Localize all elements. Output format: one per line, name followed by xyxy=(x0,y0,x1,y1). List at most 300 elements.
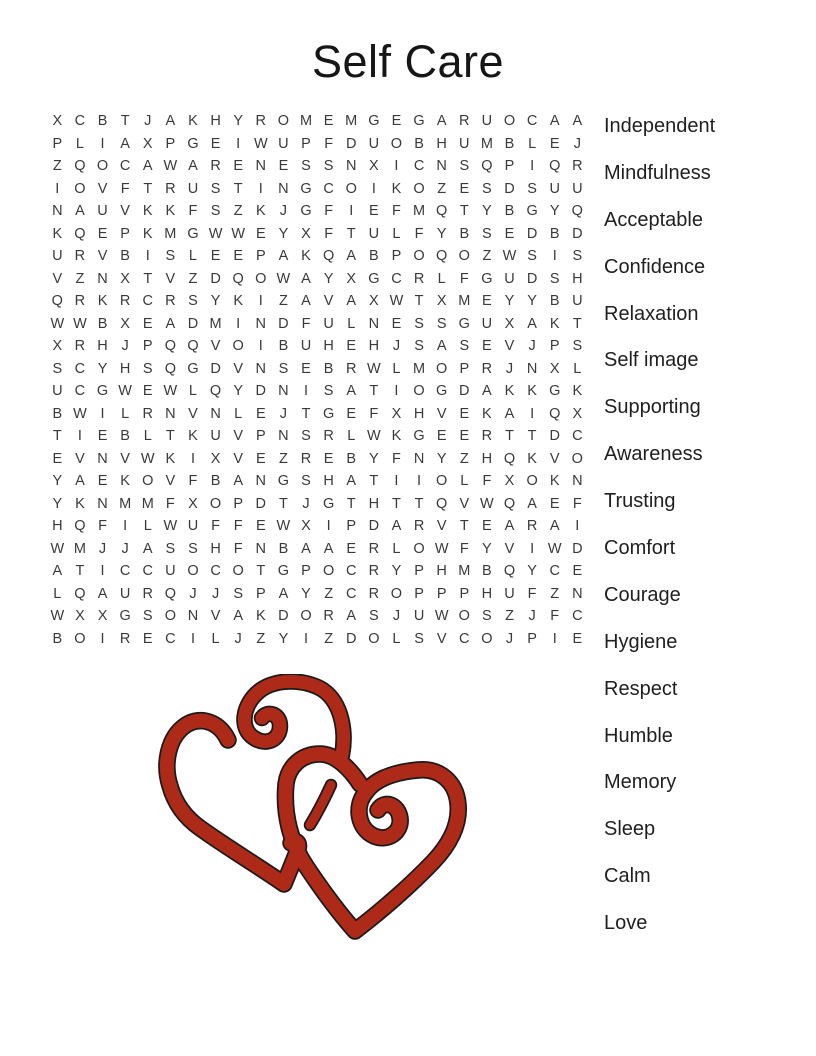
grid-letter: L xyxy=(392,540,401,557)
grid-letter: W xyxy=(163,383,178,399)
grid-letter: K xyxy=(549,315,560,332)
grid-letter: C xyxy=(549,563,560,579)
grid-letter: T xyxy=(459,518,469,534)
grid-row xyxy=(46,290,589,313)
grid-letter: W xyxy=(547,540,562,557)
grid-letter: Y xyxy=(527,563,537,579)
grid-letter: F xyxy=(459,270,469,287)
grid-letter: D xyxy=(187,315,199,332)
grid-letter: I xyxy=(123,518,128,534)
grid-letter: I xyxy=(552,248,557,264)
grid-letter: B xyxy=(504,203,515,219)
grid-letter: T xyxy=(369,383,379,399)
grid-letter: W xyxy=(434,608,449,624)
grid-letter: Q xyxy=(436,248,448,264)
word-list-item: Hygiene xyxy=(604,630,678,653)
grid-letter: P xyxy=(346,518,357,534)
grid-letter: A xyxy=(142,540,153,557)
grid-letter: H xyxy=(323,473,334,489)
grid-letter: V xyxy=(436,405,447,422)
grid-letter: S xyxy=(459,158,470,174)
grid-letter: A xyxy=(346,608,357,624)
grid-letter: B xyxy=(120,248,130,264)
grid-letter: N xyxy=(255,158,267,174)
grid-letter: P xyxy=(233,495,244,512)
grid-letter: J xyxy=(279,405,288,422)
grid-row xyxy=(46,583,589,606)
grid-letter: M xyxy=(73,540,86,557)
grid-letter: Q xyxy=(51,293,63,309)
grid-letter: E xyxy=(323,113,334,129)
grid-letter: S xyxy=(436,315,447,332)
grid-letter: I xyxy=(417,473,422,489)
grid-letter: P xyxy=(436,585,447,602)
grid-letter: Y xyxy=(482,203,492,219)
grid-letter: A xyxy=(142,158,153,174)
grid-letter: M xyxy=(119,495,132,512)
grid-letter: P xyxy=(52,135,63,152)
grid-row xyxy=(46,493,589,516)
grid-letter: S xyxy=(142,360,153,377)
grid-letter: D xyxy=(368,518,380,534)
grid-letter: G xyxy=(277,563,290,579)
grid-letter: O xyxy=(232,563,244,579)
grid-letter: Q xyxy=(571,203,583,219)
grid-letter: X xyxy=(301,225,311,242)
grid-letter: N xyxy=(278,428,289,444)
grid-letter: O xyxy=(277,113,290,129)
grid-letter: A xyxy=(52,563,63,579)
grid-letter: H xyxy=(119,360,131,377)
grid-letter: W xyxy=(366,360,381,377)
grid-letter: N xyxy=(97,450,108,467)
grid-letter: E xyxy=(572,563,583,579)
grid-letter: S xyxy=(301,428,311,444)
grid-letter: J xyxy=(121,338,129,354)
grid-letter: R xyxy=(74,338,86,354)
word-list-item: Calm xyxy=(604,865,651,888)
grid-letter: A xyxy=(527,315,537,332)
grid-letter: O xyxy=(436,360,448,377)
grid-row xyxy=(46,110,589,133)
grid-letter: J xyxy=(573,135,581,152)
grid-letter: R xyxy=(74,293,86,309)
grid-letter: L xyxy=(211,630,220,647)
grid-letter: P xyxy=(255,248,266,264)
grid-letter: U xyxy=(368,225,380,242)
grid-letter: G xyxy=(526,203,538,219)
grid-letter: I xyxy=(371,180,376,197)
grid-letter: E xyxy=(233,158,244,174)
grid-letter: Z xyxy=(505,608,514,624)
grid-letter: J xyxy=(392,338,401,354)
grid-letter: F xyxy=(392,450,401,467)
grid-letter: V xyxy=(233,450,244,467)
grid-letter: E xyxy=(255,225,266,242)
puzzle-title: Self Care xyxy=(311,36,505,87)
grid-letter: U xyxy=(278,135,289,152)
grid-letter: M xyxy=(413,203,426,219)
grid-letter: X xyxy=(301,518,311,534)
word-list-item: Relaxation xyxy=(604,302,699,325)
grid-letter: T xyxy=(301,405,311,422)
grid-letter: E xyxy=(391,315,402,332)
grid-letter: U xyxy=(413,608,425,624)
grid-letter: N xyxy=(255,473,267,489)
grid-letter: R xyxy=(142,585,153,602)
grid-letter: X xyxy=(120,270,130,287)
grid-letter: O xyxy=(526,473,538,489)
grid-letter: A xyxy=(549,518,560,534)
grid-letter: A xyxy=(527,495,537,512)
word-list-item: Comfort xyxy=(604,536,676,559)
grid-letter: O xyxy=(232,338,244,354)
grid-letter: T xyxy=(346,495,356,512)
grid-letter: E xyxy=(233,248,244,264)
grid-letter: F xyxy=(369,405,379,422)
grid-letter: L xyxy=(392,630,401,647)
grid-letter: Q xyxy=(74,585,86,602)
grid-letter: X xyxy=(391,405,402,422)
grid-letter: X xyxy=(97,608,108,624)
grid-letter: Q xyxy=(209,383,222,399)
grid-letter: D xyxy=(278,608,289,624)
grid-letter: W xyxy=(276,518,291,534)
grid-letter: J xyxy=(302,495,310,512)
grid-letter: Y xyxy=(369,450,379,467)
grid-letter: B xyxy=(278,338,289,354)
grid-letter: A xyxy=(549,113,560,129)
grid-letter: E xyxy=(210,135,221,152)
grid-letter: H xyxy=(210,540,221,557)
grid-letter: V xyxy=(210,338,221,354)
grid-letter: T xyxy=(346,225,356,242)
grid-letter: G xyxy=(277,473,290,489)
grid-letter: W xyxy=(502,248,517,264)
grid-letter: T xyxy=(369,473,379,489)
grid-letter: D xyxy=(572,540,583,557)
grid-letter: B xyxy=(120,428,130,444)
grid-letter: C xyxy=(345,563,357,579)
grid-letter: X xyxy=(52,113,63,129)
word-list xyxy=(604,103,715,947)
grid-row xyxy=(46,605,589,628)
grid-letter: P xyxy=(391,248,402,264)
grid-letter: U xyxy=(504,270,515,287)
grid-letter: C xyxy=(572,428,583,444)
grid-letter: R xyxy=(413,518,425,534)
grid-letter: G xyxy=(322,495,335,512)
grid-letter: L xyxy=(392,225,401,242)
grid-letter: F xyxy=(188,473,198,489)
grid-letter: K xyxy=(527,383,537,399)
grid-letter: N xyxy=(572,473,583,489)
grid-letter: K xyxy=(165,450,176,467)
grid-letter: Y xyxy=(323,270,334,287)
grid-letter: U xyxy=(549,180,560,197)
grid-letter: J xyxy=(211,585,220,602)
grid-letter: C xyxy=(74,113,86,129)
grid-letter: P xyxy=(527,630,537,647)
grid-letter: R xyxy=(526,518,538,534)
grid-letter: W xyxy=(118,383,132,399)
grid-letter: A xyxy=(301,540,311,557)
grid-letter: R xyxy=(255,113,267,129)
grid-letter: A xyxy=(436,113,447,129)
grid-letter: S xyxy=(210,203,221,219)
grid-letter: A xyxy=(233,608,244,624)
grid-letter: U xyxy=(300,338,312,354)
grid-letter: E xyxy=(482,338,492,354)
grid-letter: J xyxy=(505,630,514,647)
word-list-item: Sleep xyxy=(604,818,656,841)
grid-letter: L xyxy=(75,135,84,152)
grid-letter: N xyxy=(97,495,108,512)
grid-letter: Q xyxy=(436,203,448,219)
grid-letter: S xyxy=(414,315,424,332)
grid-letter: L xyxy=(234,405,243,422)
grid-letter: Q xyxy=(503,450,516,467)
grid-letter: I xyxy=(77,428,82,444)
grid-letter: N xyxy=(572,585,583,602)
grid-letter: M xyxy=(458,563,471,579)
grid-letter: H xyxy=(413,405,425,422)
grid-letter: R xyxy=(119,630,131,647)
grid-letter: P xyxy=(549,338,560,354)
grid-letter: O xyxy=(390,585,403,602)
grid-letter: R xyxy=(74,248,86,264)
grid-letter: B xyxy=(52,405,63,422)
grid-letter: U xyxy=(323,315,334,332)
word-list-item: Memory xyxy=(604,771,677,794)
grid-letter: J xyxy=(189,585,197,602)
grid-letter: A xyxy=(188,158,198,174)
grid-letter: J xyxy=(392,608,401,624)
grid-letter: H xyxy=(323,338,334,354)
grid-letter: X xyxy=(75,608,85,624)
grid-letter: I xyxy=(236,135,241,152)
grid-letter: K xyxy=(97,293,108,309)
grid-letter: M xyxy=(164,225,177,242)
grid-letter: A xyxy=(97,585,108,602)
grid-letter: B xyxy=(210,473,221,489)
grid-letter: Y xyxy=(436,225,447,242)
grid-letter: H xyxy=(436,135,447,152)
grid-letter: E xyxy=(97,428,108,444)
grid-letter: R xyxy=(119,293,131,309)
grid-row xyxy=(46,425,589,448)
grid-letter: Z xyxy=(188,270,198,287)
grid-letter: E xyxy=(255,518,266,534)
grid-letter: D xyxy=(572,225,583,242)
grid-letter: G xyxy=(458,315,470,332)
grid-row xyxy=(46,538,589,561)
grid-letter: U xyxy=(187,518,199,534)
grid-row xyxy=(46,200,589,223)
grid-letter: Y xyxy=(391,563,402,579)
grid-letter: S xyxy=(572,338,583,354)
grid-letter: W xyxy=(253,135,268,152)
grid-letter: R xyxy=(142,405,153,422)
grid-letter: E xyxy=(255,405,266,422)
grid-letter: O xyxy=(458,248,470,264)
grid-letter: D xyxy=(345,630,357,647)
grid-letter: S xyxy=(142,608,153,624)
grid-letter: K xyxy=(142,203,153,219)
grid-letter: O xyxy=(413,180,425,197)
grid-letter: L xyxy=(573,360,582,377)
grid-letter: E xyxy=(346,338,357,354)
grid-letter: P xyxy=(459,360,470,377)
grid-letter: H xyxy=(572,270,583,287)
grid-letter: V xyxy=(120,450,130,467)
grid-letter: S xyxy=(233,585,244,602)
grid-letter: R xyxy=(323,608,334,624)
grid-letter: A xyxy=(233,473,244,489)
grid-letter: S xyxy=(210,180,221,197)
grid-letter: N xyxy=(255,360,267,377)
grid-letter: E xyxy=(255,450,266,467)
grid-letter: O xyxy=(209,495,222,512)
grid-letter: P xyxy=(255,428,266,444)
grid-letter: V xyxy=(436,630,447,647)
word-list-item: Acceptable xyxy=(604,208,703,231)
grid-letter: I xyxy=(530,158,535,174)
grid-letter: C xyxy=(119,158,131,174)
grid-letter: G xyxy=(300,203,312,219)
grid-letter: Q xyxy=(549,405,561,422)
grid-letter: N xyxy=(187,608,199,624)
grid-letter: M xyxy=(480,135,493,152)
grid-letter: X xyxy=(52,338,63,354)
grid-letter: Q xyxy=(322,248,335,264)
grid-letter: Y xyxy=(527,293,537,309)
grid-letter: U xyxy=(52,248,63,264)
grid-letter: Y xyxy=(52,473,63,489)
grid-letter: O xyxy=(413,540,425,557)
grid-letter: B xyxy=(97,315,108,332)
grid-letter: G xyxy=(481,270,493,287)
grid-letter: P xyxy=(301,563,311,579)
grid-letter: X xyxy=(369,158,379,174)
grid-letter: J xyxy=(528,608,536,624)
grid-letter: F xyxy=(233,540,243,557)
grid-letter: V xyxy=(188,405,198,422)
grid-letter: V xyxy=(75,450,85,467)
grid-letter: C xyxy=(526,113,538,129)
grid-letter: T xyxy=(392,495,401,512)
grid-letter: C xyxy=(210,563,221,579)
grid-letter: K xyxy=(504,383,515,399)
grid-letter: C xyxy=(413,158,425,174)
grid-letter: S xyxy=(301,158,311,174)
grid-letter: X xyxy=(142,135,153,152)
grid-letter: P xyxy=(504,158,515,174)
word-list-item: Self image xyxy=(604,349,699,372)
grid-letter: A xyxy=(482,383,492,399)
grid-letter: X xyxy=(572,405,583,422)
grid-letter: I xyxy=(303,383,309,399)
grid-letter: V xyxy=(120,203,130,219)
grid-letter: I xyxy=(552,630,557,647)
grid-letter: E xyxy=(346,405,357,422)
grid-letter: J xyxy=(505,360,514,377)
grid-letter: I xyxy=(100,563,105,579)
grid-letter: N xyxy=(345,158,357,174)
grid-letter: C xyxy=(74,360,86,377)
grid-letter: Z xyxy=(324,585,334,602)
grid-letter: A xyxy=(346,248,357,264)
grid-letter: I xyxy=(349,203,354,219)
grid-letter: A xyxy=(391,518,402,534)
grid-letter: H xyxy=(97,338,108,354)
grid-letter: V xyxy=(165,473,176,489)
grid-letter: R xyxy=(323,428,334,444)
grid-letter: R xyxy=(572,158,583,174)
grid-letter: I xyxy=(394,473,399,489)
grid-letter: D xyxy=(278,315,289,332)
grid-letter: S xyxy=(549,270,560,287)
grid-letter: U xyxy=(504,585,515,602)
grid-letter: Y xyxy=(301,585,311,602)
grid-letter: K xyxy=(572,383,583,399)
grid-letter: H xyxy=(368,338,380,354)
grid-letter: Z xyxy=(324,630,334,647)
grid-letter: G xyxy=(96,383,109,399)
grid-letter: I xyxy=(258,293,263,309)
grid-letter: R xyxy=(368,563,380,579)
grid-letter: Q xyxy=(74,518,86,534)
grid-letter: F xyxy=(414,225,424,242)
grid-letter: K xyxy=(482,405,492,422)
grid-letter: O xyxy=(436,473,448,489)
grid-letter: F xyxy=(165,495,175,512)
grid-row xyxy=(46,223,589,246)
grid-letter: G xyxy=(368,113,380,129)
grid-letter: H xyxy=(210,113,221,129)
grid-letter: O xyxy=(96,158,109,174)
grid-letter: R xyxy=(368,540,380,557)
grid-letter: L xyxy=(392,360,401,377)
grid-letter: O xyxy=(322,563,335,579)
grid-letter: Y xyxy=(504,293,515,309)
grid-letter: R xyxy=(165,293,176,309)
grid-letter: Y xyxy=(278,225,289,242)
grid-letter: T xyxy=(459,203,469,219)
grid-letter: B xyxy=(278,540,289,557)
grid-letter: E xyxy=(482,293,492,309)
grid-letter: F xyxy=(98,518,107,534)
grid-letter: E xyxy=(459,428,470,444)
grid-letter: X xyxy=(504,315,515,332)
grid-letter: O xyxy=(571,450,583,467)
grid-letter: F xyxy=(188,203,198,219)
grid-letter: A xyxy=(323,540,334,557)
grid-letter: Q xyxy=(503,495,516,512)
grid-row xyxy=(46,470,589,493)
grid-letter: B xyxy=(369,248,379,264)
grid-row xyxy=(46,380,589,403)
grid-letter: C xyxy=(391,270,402,287)
grid-letter: E xyxy=(346,540,357,557)
grid-letter: I xyxy=(258,338,263,354)
grid-letter: S xyxy=(165,540,176,557)
grid-letter: Y xyxy=(482,540,492,557)
grid-letter: T xyxy=(414,495,424,512)
grid-letter: E xyxy=(323,450,334,467)
grid-letter: Y xyxy=(52,495,63,512)
grid-letter: J xyxy=(528,338,536,354)
